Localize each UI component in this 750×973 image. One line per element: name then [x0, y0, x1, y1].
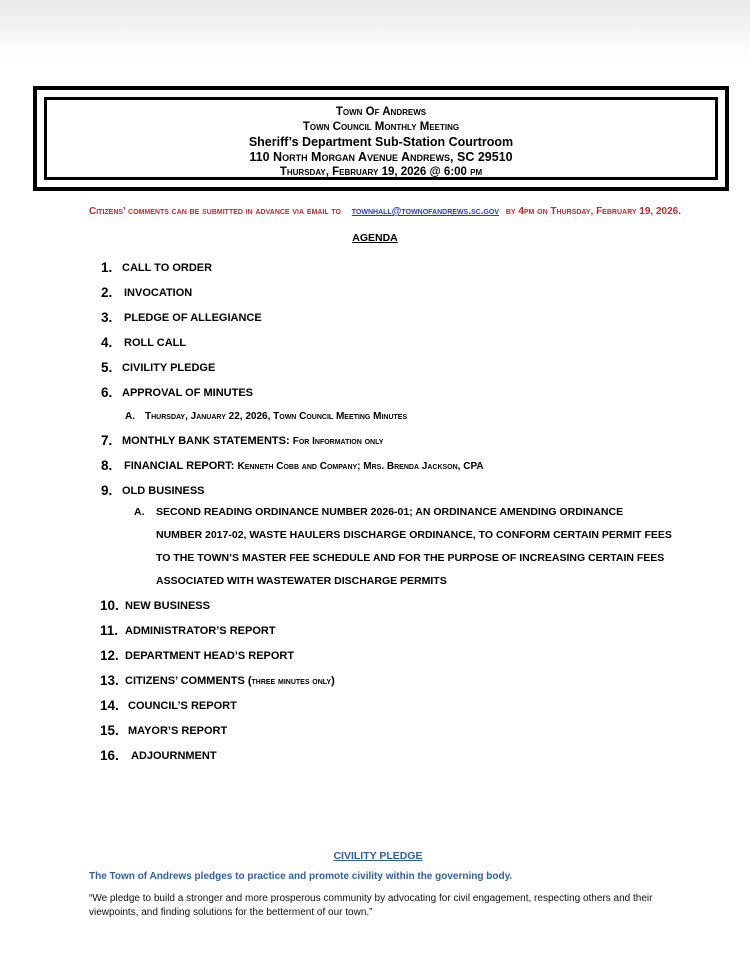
item-number: 3.: [101, 310, 113, 325]
item-number: 11.: [100, 623, 119, 638]
item-label: INVOCATION: [124, 287, 193, 299]
item-number: 10.: [100, 598, 119, 613]
item-number: 8.: [101, 458, 113, 473]
ordinance-line-3: TO THE TOWN’S MASTER FEE SCHEDULE AND FOR THE PURPOSE OF INCREASING CERTAIN FEES: [156, 552, 665, 564]
header-meeting-type: Town Council Monthly Meeting: [302, 121, 460, 133]
item-label-note: For Information only: [292, 436, 384, 447]
item-number: 5.: [101, 360, 113, 375]
subitem-text: Thursday, January 22, 2026, Town Council Meeting Minutes: [145, 411, 408, 422]
ordinance-line-4: ASSOCIATED WITH WASTEWATER DISCHARGE PERMITS: [156, 575, 447, 587]
item-number: 6.: [101, 385, 113, 400]
item-label: PLEDGE OF ALLEGIANCE: [124, 312, 262, 324]
ordinance-line-2: NUMBER 2017-02, WASTE HAULERS DISCHARGE ORDINANCE, TO CONFORM CERTAIN PERMIT FEES: [156, 529, 672, 541]
item-label-note: three minutes only: [251, 676, 332, 687]
item-label-main: MONTHLY BANK STATEMENTS:: [122, 435, 293, 447]
header-location: Sheriff’s Department Sub-Station Courtroom: [248, 135, 514, 149]
item-label: [122, 435, 383, 447]
comments-notice: [89, 205, 689, 218]
item-label: CIVILITY PLEDGE: [122, 362, 216, 374]
subitem-letter: A.: [134, 506, 145, 518]
ordinance-line-1: SECOND READING ORDINANCE NUMBER 2026-01; AN ORDINANCE AMENDING ORDINANCE: [156, 506, 624, 518]
notice-text-after: by 4pm on Thursday, February 19, 2026.: [505, 206, 682, 217]
item-number: 1.: [101, 260, 113, 275]
header-date-time: Thursday, February 19, 2026 @ 6:00 pm: [279, 166, 483, 178]
header-town-name: Town Of Andrews: [335, 106, 427, 118]
civility-pledge-quote: “We pledge to build a stronger and more prosperous community by advocating for civil engagement, respecting others and their viewpoints, and finding solutions for the betterment of our town.”: [89, 893, 653, 918]
notice-text-before: Citizens’ comments can be submitted in advance via email to: [89, 206, 341, 217]
item-number: 7.: [101, 433, 113, 448]
item-label: DEPARTMENT HEAD’S REPORT: [125, 650, 295, 662]
item-label: APPROVAL OF MINUTES: [122, 387, 253, 399]
item-number: 2.: [101, 285, 113, 300]
meeting-header-box: [33, 86, 729, 191]
item-label: NEW BUSINESS: [125, 600, 210, 612]
civility-pledge-title: CIVILITY PLEDGE: [333, 850, 423, 862]
item-number: 9.: [101, 483, 113, 498]
page-top-shade: [0, 0, 750, 60]
agenda-title: AGENDA: [352, 232, 398, 244]
item-number: 13.: [100, 673, 119, 688]
subitem-letter: A.: [125, 411, 135, 422]
item-label: ADMINISTRATOR’S REPORT: [125, 625, 276, 637]
item-label: [124, 460, 484, 472]
item-number: 4.: [101, 335, 113, 350]
item-number: 12.: [100, 648, 119, 663]
item-label-end: ): [331, 675, 335, 687]
item-label: COUNCIL’S REPORT: [128, 700, 237, 712]
civility-pledge-intro: The Town of Andrews pledges to practice and promote civility within the governing body.: [89, 871, 513, 882]
item-label: [125, 675, 335, 687]
item-label: ROLL CALL: [124, 337, 187, 349]
item-number: 14.: [100, 698, 119, 713]
item-label: MAYOR’S REPORT: [128, 725, 228, 737]
item-label: CALL TO ORDER: [122, 262, 213, 274]
meeting-header-inner: [44, 97, 718, 180]
item-label-main: CITIZENS’ COMMENTS (: [125, 675, 252, 687]
notice-email-link[interactable]: townhall@townofandrews.sc.gov: [351, 206, 500, 217]
item-label: ADJOURNMENT: [131, 750, 217, 762]
header-address: 110 North Morgan Avenue Andrews, SC 29510: [249, 150, 513, 164]
item-number: 15.: [100, 723, 119, 738]
item-label-note: Kenneth Cobb and Company; Mrs. Brenda Jackson, CPA: [237, 461, 484, 472]
item-label: OLD BUSINESS: [122, 485, 205, 497]
item-label-main: FINANCIAL REPORT:: [124, 460, 238, 472]
item-number: 16.: [100, 748, 119, 763]
